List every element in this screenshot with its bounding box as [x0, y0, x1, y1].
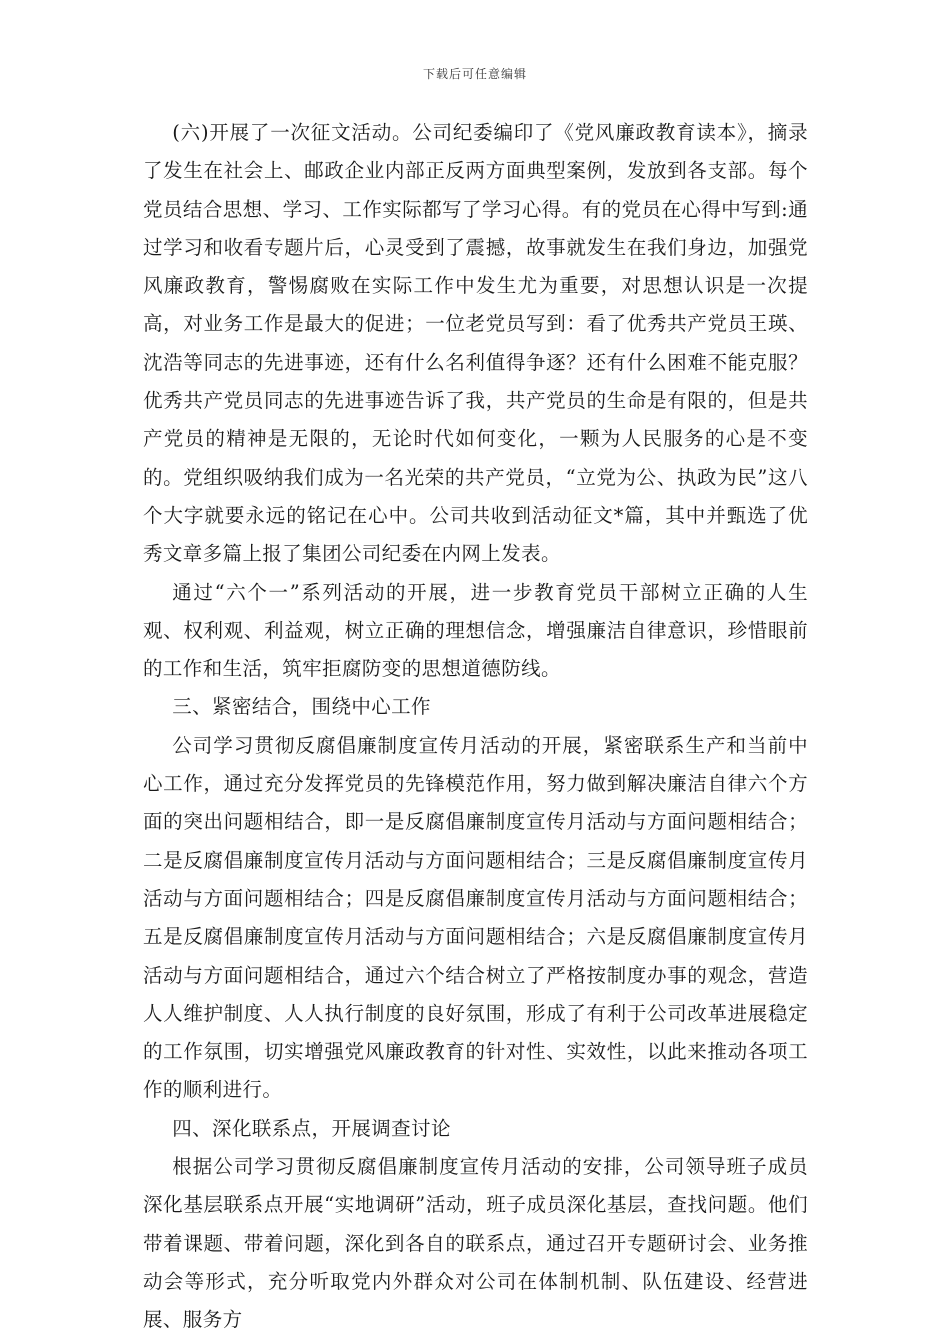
- paragraph-central-work: 公司学习贯彻反腐倡廉制度宣传月活动的开展，紧密联系生产和当前中心工作，通过充分发挥党员的先锋模范作用，努力做到解决廉洁自律六个方面的突出问题相结合，即一是反腐倡廉制度宣传月活动与方面问题相结合；二是反腐倡廉制度宣传月活动与方面问题相结合；三是反腐倡廉制度宣传月活动与方面问题相结合；四是反腐倡廉制度宣传月活动与方面问题相结合；五是反腐倡廉制度宣传月活动与方面问题相结合；六是反腐倡廉制度宣传月活动与方面问题相结合，通过六个结合树立了严格按制度办事的观念，营造人人维护制度、人人执行制度的良好氛围，形成了有利于公司改革进展稳定的工作氛围，切实增强党风廉政教育的针对性、实效性，以此来推动各项工作的顺利进行。: [143, 733, 808, 1102]
- paragraph-six-ones-summary: 通过“六个一”系列活动的开展，进一步教育党员干部树立正确的人生观、权利观、利益观，树立正确的理想信念，增强廉洁自律意识，珍惜眼前的工作和生活，筑牢拒腐防变的思想道德防线。: [143, 580, 808, 681]
- section-heading-4: 四、深化联系点，开展调查讨论: [172, 1116, 451, 1140]
- document-body: [143, 114, 808, 1340]
- header-note: 下载后可任意编辑: [422, 67, 527, 81]
- paragraph-essay-activity: (六)开展了一次征文活动。公司纪委编印了《党风廉政教育读本》，摘录了发生在社会上、邮政企业内部正反两方面典型案例，发放到各支部。每个党员结合思想、学习、工作实际都写了学习心得。有的党员在心得中写到:通过学习和收看专题片后，心灵受到了震撼，故事就发生在我们身边，加强党风廉政教育，警惕腐败在实际工作中发生尤为重要，对思想认识是一次提高，对业务工作是最大的促进；一位老党员写到：看了优秀共产党员王瑛、沈浩等同志的先进事迹，还有什么名利值得争逐？还有什么困难不能克服？优秀共产党员同志的先进事迹告诉了我，共产党员的生命是有限的，但是共产党员的精神是无限的，无论时代如何变化，一颗为人民服务的心是不变的。党组织吸纳我们成为一名光荣的共产党员，“立党为公、执政为民”这八个大字就要永远的铭记在心中。公司共收到活动征文*篇，其中并甄选了优秀文章多篇上报了集团公司纪委在内网上发表。: [143, 121, 808, 566]
- section-heading-3: 三、紧密结合，围绕中心工作: [172, 695, 431, 719]
- paragraph-contact-points: 根据公司学习贯彻反腐倡廉制度宣传月活动的安排，公司领导班子成员深化基层联系点开展“实地调研”活动，班子成员深化基层，查找问题。他们带着课题、带着问题，深化到各自的联系点，通过召开专题研讨会、业务推动会等形式，充分听取党内外群众对公司在体制机制、队伍建设、经营进展、服务方: [143, 1155, 808, 1332]
